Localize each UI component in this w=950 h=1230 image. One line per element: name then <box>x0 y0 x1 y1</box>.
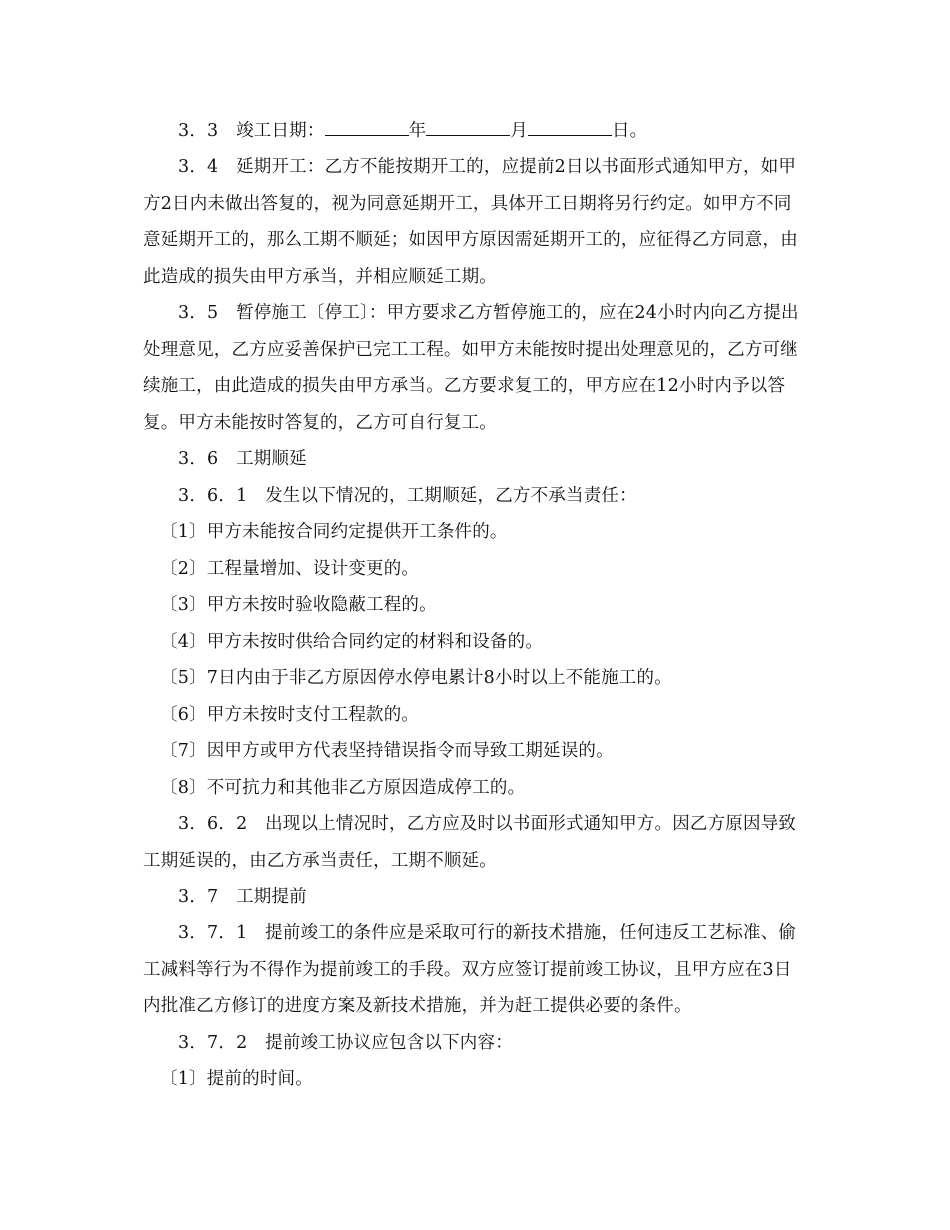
clause-3-6-1: 3．6．1 发生以下情况的，工期顺延，乙方不承当责任： <box>178 486 637 506</box>
clause-3-6-2: 3．6．2 出现以上情况时，乙方应及时以书面形式通知甲方。因乙方原因导致工期延误的，由乙方承当责任，工期不顺延。 <box>143 814 797 871</box>
month-label: 月 <box>510 121 528 141</box>
year-blank <box>325 117 409 136</box>
list-item: 〔6〕甲方未按时支付工程款的。 <box>160 705 420 725</box>
list-item: 〔7〕因甲方或甲方代表坚持错误指令而导致工期延误的。 <box>160 741 614 761</box>
clause-3-5: 3．5 暂停施工〔停工〕：甲方要求乙方暂停施工的，应在24小时内向乙方提出处理意见，乙方应妥善保护已完工工程。如甲方未能按时提出处理意见的，乙方可继续施工，由此造成的损失由甲方承当。乙方要求复工的，甲方应在12小时内予以答复。甲方未能按时答复的，乙方可自行复工。 <box>143 303 799 433</box>
year-label: 年 <box>408 121 427 141</box>
clause-3-4: 3．4 延期开工：乙方不能按期开工的，应提前2日以书面形式通知甲方，如甲方2日内未做出答复的，视为同意延期开工，具体开工日期将另行约定。如甲方不同意延期开工的，那么工期不顺延；如因甲方原因需延期开工的，应征得乙方同意，由此造成的损失由甲方承当，并相应顺延工期。 <box>143 157 798 287</box>
completion-date-label: 3．3 竣工日期： <box>178 121 325 141</box>
clause-3-7-heading: 3．7 工期提前 <box>178 887 307 907</box>
list-item: 〔1〕提前的时间。 <box>160 1069 313 1089</box>
completion-date-line <box>143 113 807 150</box>
day-blank <box>528 117 612 136</box>
list-item: 〔8〕不可抗力和其他非乙方原因造成停工的。 <box>160 778 526 798</box>
list-item: 〔2〕工程量增加、设计变更的。 <box>160 559 420 579</box>
clause-3-6-heading: 3．6 工期顺延 <box>178 449 307 469</box>
list-item: 〔4〕甲方未按时供给合同约定的材料和设备的。 <box>160 632 544 652</box>
clause-3-7-1: 3．7．1 提前竣工的条件应是采取可行的新技术措施，任何违反工艺标准、偷工减料等行为不得作为提前竣工的手段。双方应签订提前竣工协议，且甲方应在3日内批准乙方修订的进度方案及新技术措施，并为赶工提供必要的条件。 <box>143 923 797 1016</box>
clause-3-7-2: 3．7．2 提前竣工协议应包含以下内容： <box>178 1033 513 1053</box>
list-item: 〔3〕甲方未按时验收隐蔽工程的。 <box>160 595 437 615</box>
day-label: 日。 <box>611 121 648 141</box>
list-item: 〔5〕7日内由于非乙方原因停水停电累计8小时以上不能施工的。 <box>160 668 672 688</box>
list-item: 〔1〕甲方未能按合同约定提供开工条件的。 <box>160 522 508 542</box>
month-blank <box>426 117 510 136</box>
